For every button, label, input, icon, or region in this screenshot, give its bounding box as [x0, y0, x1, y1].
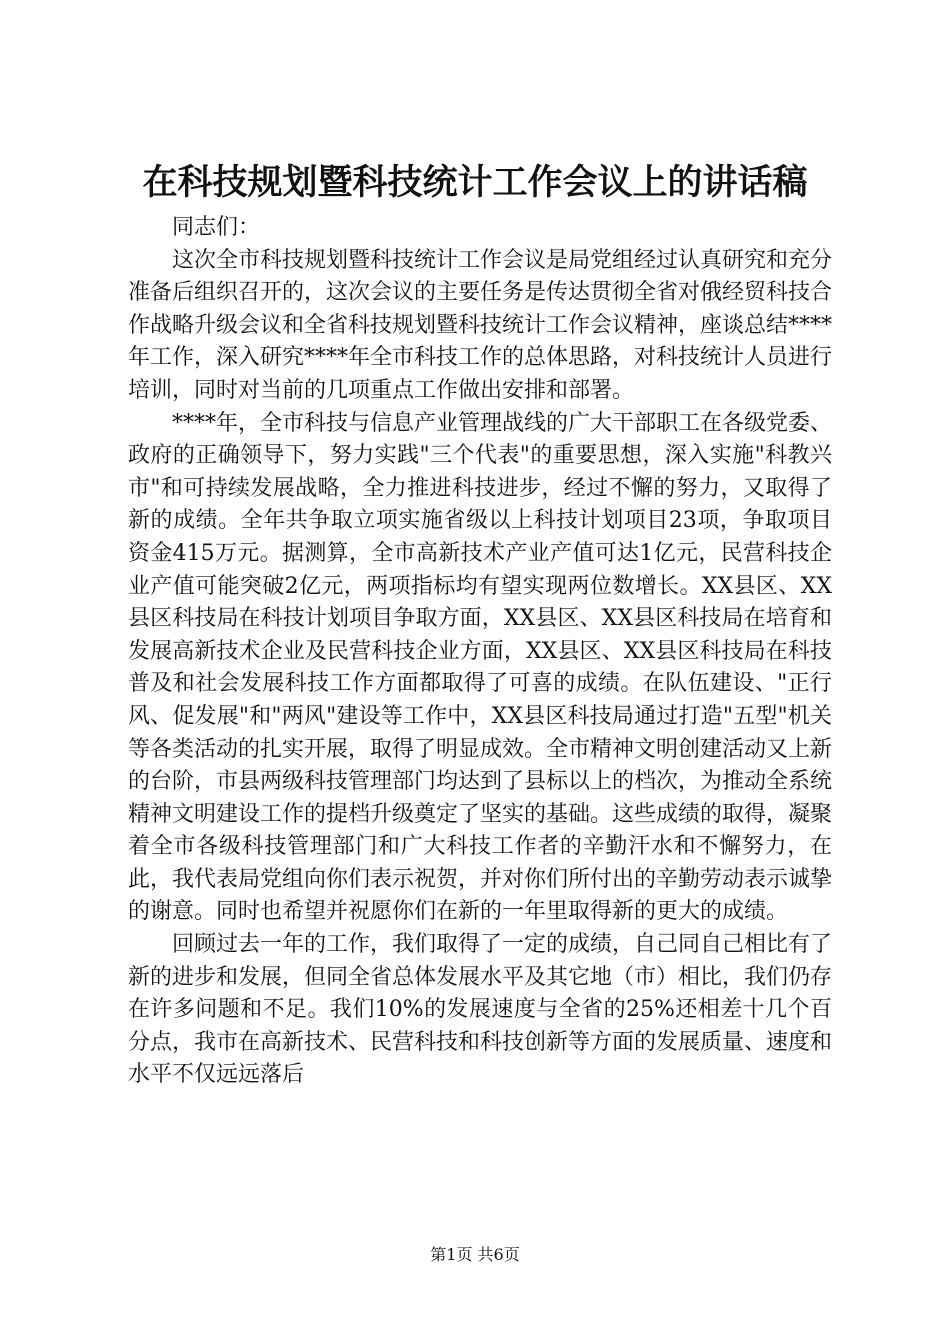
paragraph-2: ****年，全市科技与信息产业管理战线的广大干部职工在各级党委、政府的正确领导下，努力实践"三个代表"的重要思想，深入实施"科教兴市"和可持续发展战略，全力推进科技进步，经过不懈的努力，又取得了新的成绩。全年共争取立项实施省级以上科技计划项目23项，争取项目资金415万元。据测算，全市高新技术产业产值可达1亿元，民营科技企业产值可能突破2亿元，两项指标均有望实现两位数增长。XX县区、XX县区科技局在科技计划项目争取方面，XX县区、XX县区科技局在培育和发展高新技术企业及民营科技企业方面，XX县区、XX县区科技局在科技普及和社会发展科技工作方面都取得了可喜的成绩。在队伍建设、"正行风、促发展"和"两风"建设等工作中，XX县区科技局通过打造"五型"机关等各类活动的扎实开展，取得了明显成效。全市精神文明创建活动又上新的台阶，市县两级科技管理部门均达到了县标以上的档次，为推动全系统精神文明建设工作的提档升级奠定了坚实的基础。这些成绩的取得，凝聚着全市各级科技管理部门和广大科技工作者的辛勤汗水和不懈努力，在此，我代表局党组向你们表示祝贺，并对你们所付出的辛勤劳动表示诚挚的谢意。同时也希望并祝愿你们在新的一年里取得新的更大的成绩。: [128, 410, 833, 925]
paragraph-1: 这次全市科技规划暨科技统计工作会议是局党组经过认真研究和充分准备后组织召开的，这次会议的主要任务是传达贯彻全省对俄经贸科技合作战略升级会议和全省科技规划暨科技统计工作会议精神，座谈总结****年工作，深入研究****年全市科技工作的总体思路，对科技统计人员进行培训，同时对当前的几项重点工作做出安排和部署。: [128, 247, 833, 403]
salutation: 同志们：: [172, 215, 261, 240]
document-title: 在科技规划暨科技统计工作会议上的讲话稿: [142, 162, 808, 203]
page-number-footer: 第1页 共6页: [430, 1245, 520, 1264]
document-body: [128, 212, 832, 1092]
paragraph-3: 回顾过去一年的工作，我们取得了一定的成绩，自己同自己相比有了新的进步和发展，但同全省总体发展水平及其它地（市）相比，我们仍存在许多问题和不足。我们10%的发展速度与全省的25%还相差十几个百分点，我市在高新技术、民营科技和科技创新等方面的发展质量、速度和水平不仅远远落后: [128, 932, 833, 1088]
